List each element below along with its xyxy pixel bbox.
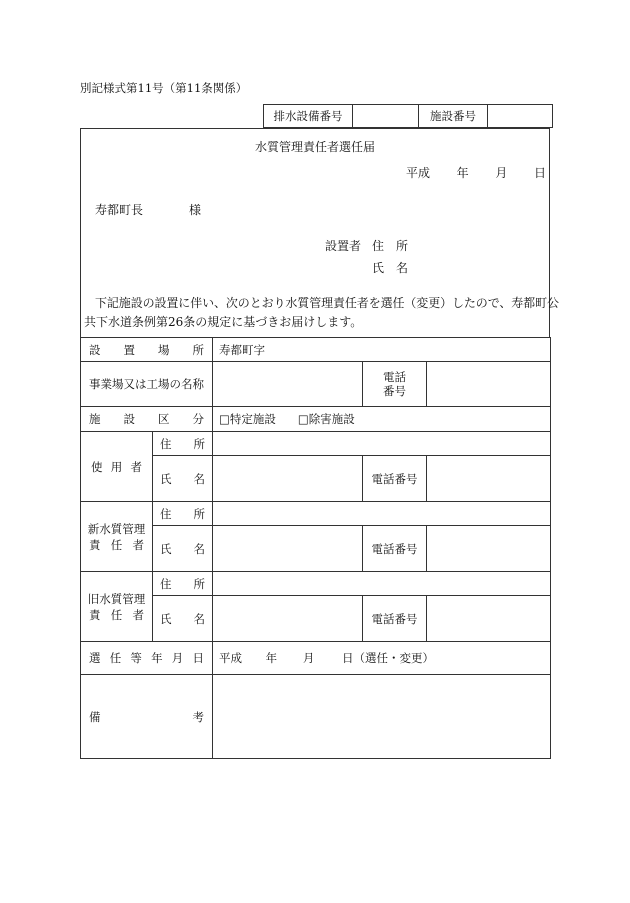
appointment-date-field[interactable]: 平成 年 月 日（選任・変更） (213, 642, 551, 675)
old-manager-phone-field[interactable] (427, 596, 551, 642)
business-phone-label: 電話 番号 (363, 362, 427, 407)
abatement-facility-checkbox[interactable]: □除害施設 (297, 412, 355, 426)
addressee-honorific: 様 (189, 203, 202, 217)
user-label: 使 用 者 (81, 432, 153, 502)
user-address-field[interactable] (213, 432, 551, 456)
user-name-label: 氏 名 (153, 456, 213, 502)
installer-address-label: 住 所 (372, 239, 409, 253)
form-number-label: 別記様式第11号（第11条関係） (80, 81, 248, 95)
old-manager-address-field[interactable] (213, 572, 551, 596)
facility-type-options (213, 407, 551, 432)
user-phone-label: 電話番号 (363, 456, 427, 502)
business-name-label: 事業場又は工場の名称 (81, 362, 213, 407)
drainage-number-field[interactable] (353, 105, 419, 128)
new-manager-address-label: 住 所 (153, 502, 213, 526)
number-table (263, 104, 553, 128)
facility-type-label: 施 設 区 分 (81, 407, 213, 432)
specified-facility-checkbox[interactable]: □特定施設 (219, 412, 276, 426)
old-manager-address-label: 住 所 (153, 572, 213, 596)
user-phone-field[interactable] (427, 456, 551, 502)
new-manager-label: 新水質管理 責 任 者 (81, 502, 153, 572)
facility-number-field[interactable] (488, 105, 553, 128)
body-text-line2: 共下水道条例第26条の規定に基づきお届けします。 (84, 315, 363, 329)
new-manager-name-label: 氏 名 (153, 526, 213, 572)
installer-label: 設置者 (325, 239, 362, 253)
old-manager-phone-label: 電話番号 (363, 596, 427, 642)
user-name-field[interactable] (213, 456, 363, 502)
old-manager-name-label: 氏 名 (153, 596, 213, 642)
submission-date (406, 164, 546, 181)
appointment-date-label: 選 任 等 年 月 日 (81, 642, 213, 675)
old-manager-label: 旧水質管理 責 任 者 (81, 572, 153, 642)
remarks-field[interactable] (213, 675, 551, 759)
body-text-line1: 下記施設の設置に伴い、次のとおり水質管理責任者を選任（変更）したので、寿都町公 (95, 296, 559, 310)
details-table (80, 337, 551, 759)
business-name-field[interactable] (213, 362, 363, 407)
date-month: 月 (495, 166, 508, 180)
old-manager-name-field[interactable] (213, 596, 363, 642)
user-address-label: 住 所 (153, 432, 213, 456)
installer-name-label: 氏 名 (372, 261, 409, 275)
form-title: 水質管理責任者選任届 (254, 140, 375, 154)
date-year: 年 (456, 166, 469, 180)
new-manager-phone-label: 電話番号 (363, 526, 427, 572)
header-box (80, 128, 559, 337)
date-era: 平成 (406, 166, 431, 180)
new-manager-phone-field[interactable] (427, 526, 551, 572)
drainage-number-label: 排水設備番号 (264, 105, 353, 128)
new-manager-name-field[interactable] (213, 526, 363, 572)
facility-number-label: 施設番号 (419, 105, 488, 128)
location-field[interactable]: 寿都町字 (213, 338, 551, 362)
date-day: 日 (533, 166, 546, 180)
remarks-label: 備 考 (81, 675, 213, 759)
new-manager-address-field[interactable] (213, 502, 551, 526)
location-label: 設 置 場 所 (81, 338, 213, 362)
addressee-name: 寿都町長 (95, 203, 144, 217)
business-phone-field[interactable] (427, 362, 551, 407)
